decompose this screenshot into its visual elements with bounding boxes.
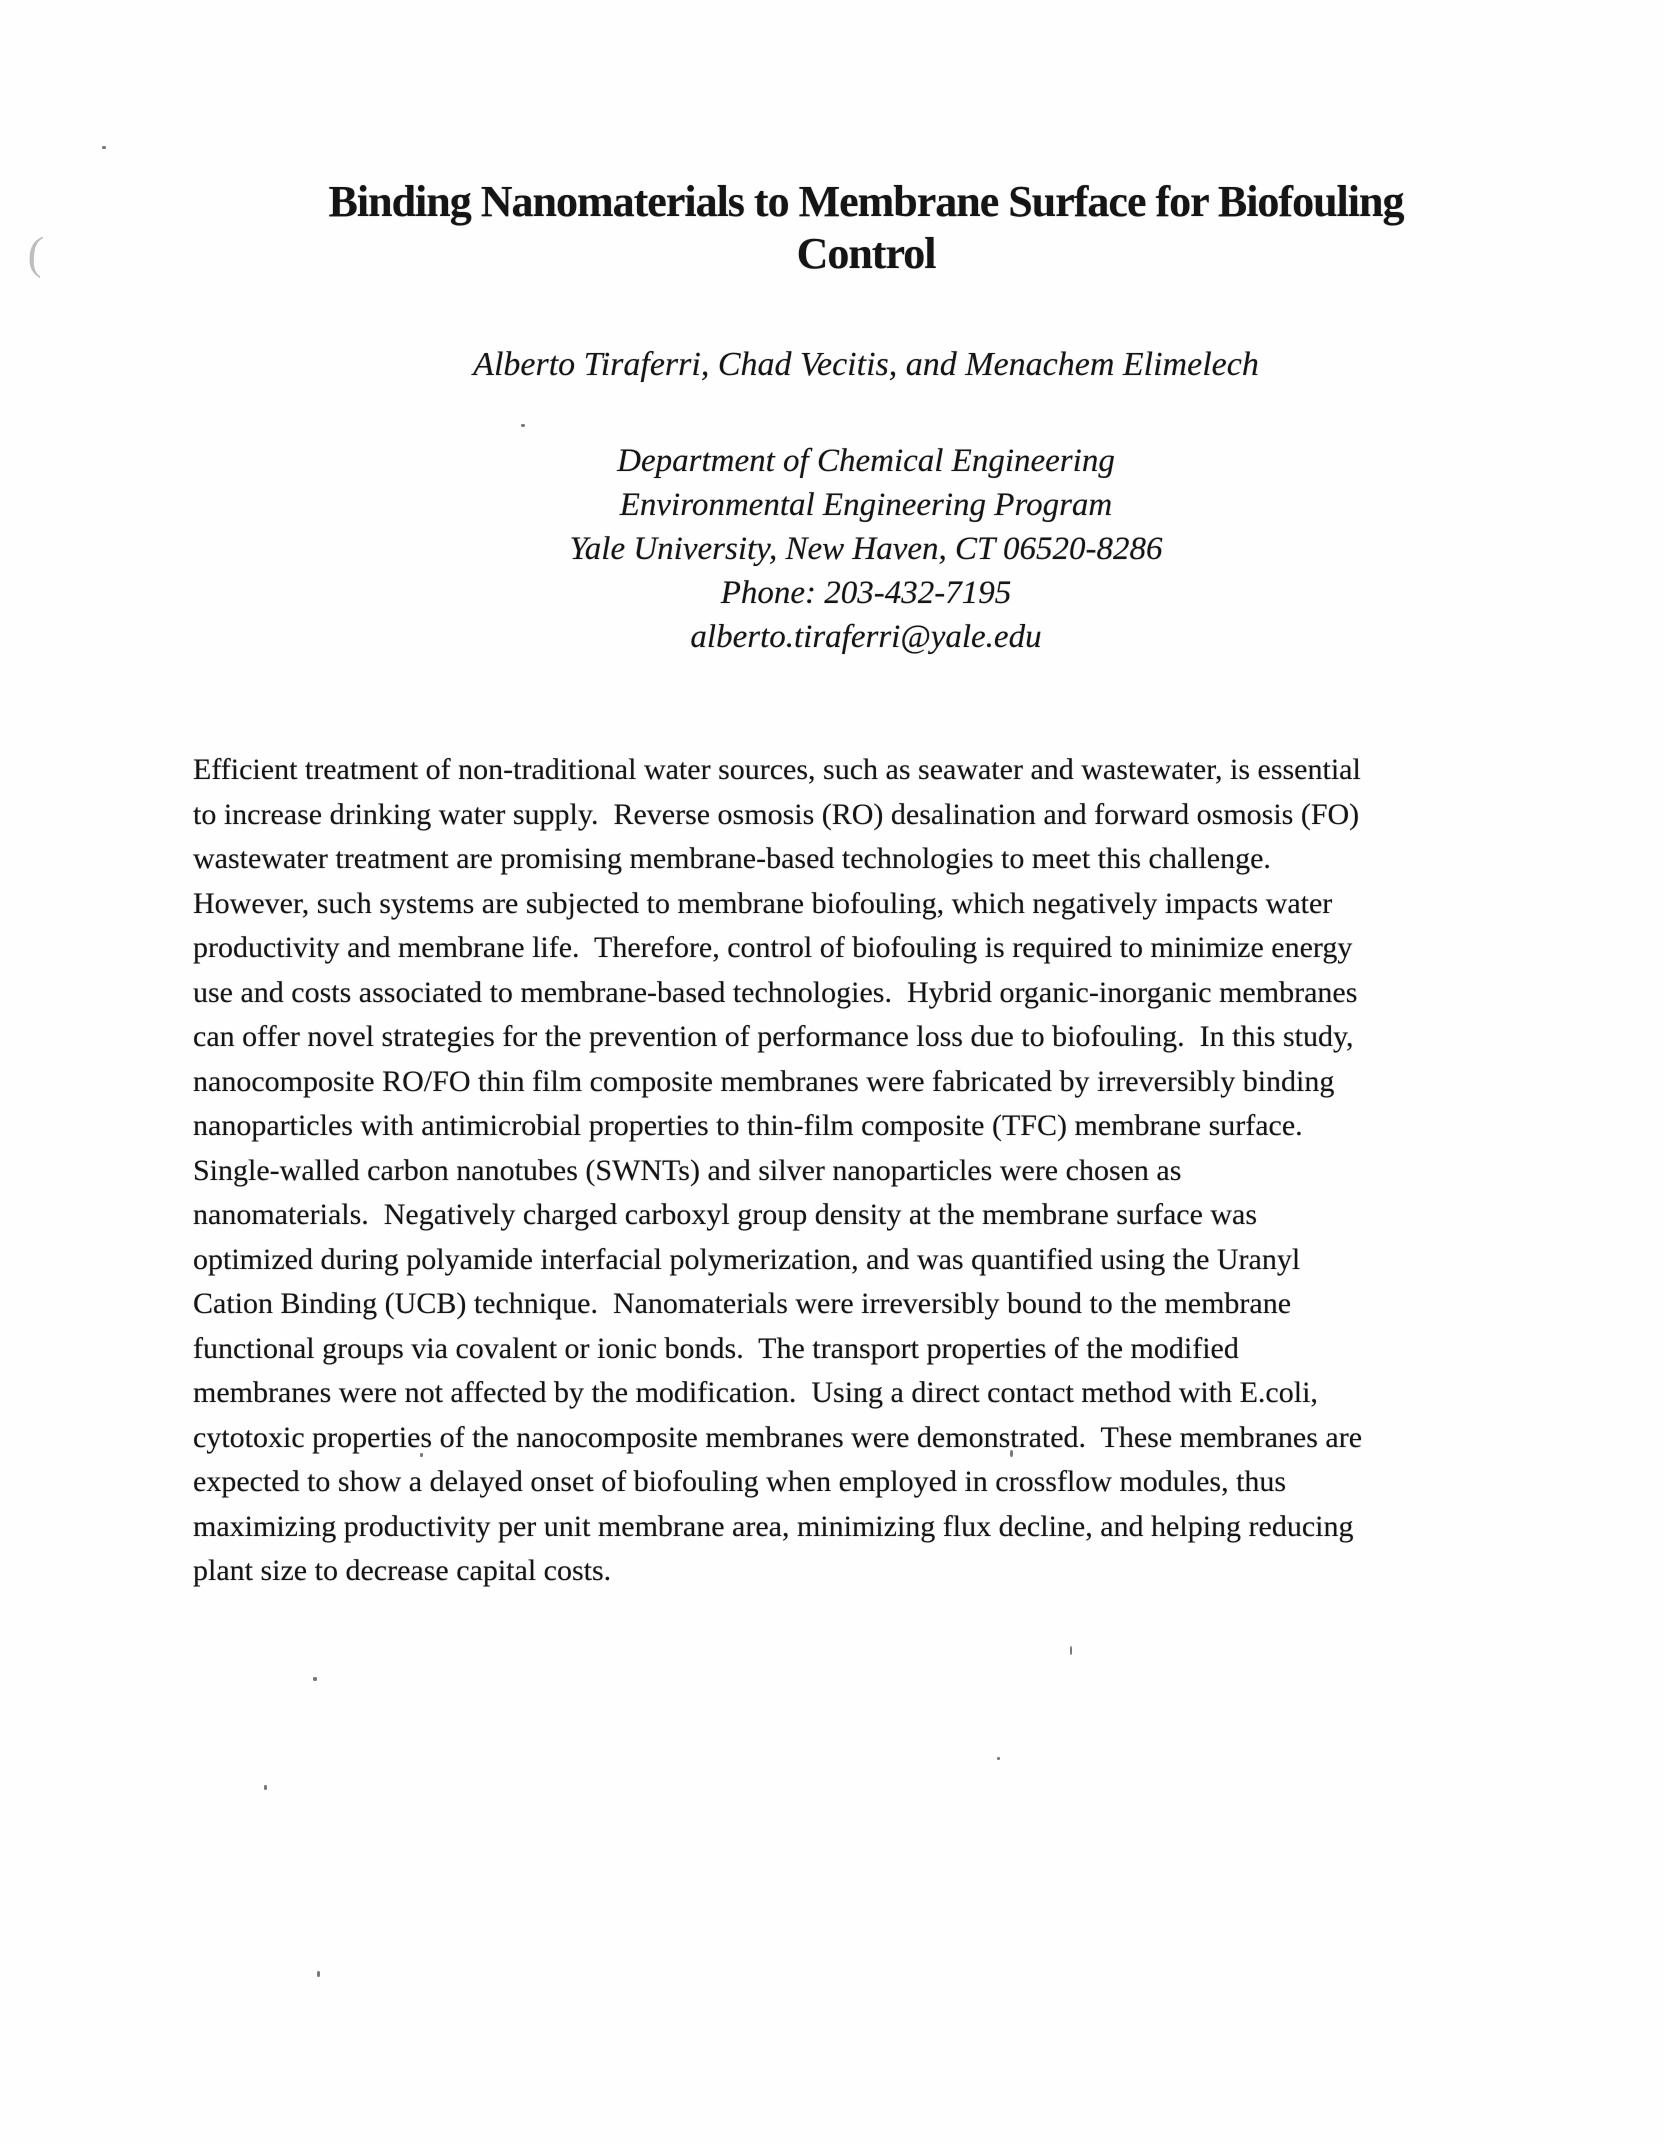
abstract-line: nanoparticles with antimicrobial properties to thin-film composite (TFC) membrane surface. — [193, 1109, 1303, 1142]
abstract-paragraph — [193, 748, 1593, 1594]
abstract-line: nanocomposite RO/FO thin film composite membranes were fabricated by irreversibly binding — [193, 1064, 1335, 1098]
affiliation-phone: Phone: 203-432-7195 — [720, 575, 1012, 611]
abstract-line: maximizing productivity per unit membrane area, minimizing flux decline, and helping reducing — [193, 1509, 1354, 1543]
scan-speck — [313, 1677, 317, 1681]
abstract-line: wastewater treatment are promising membrane-based technologies to meet this challenge. — [193, 842, 1271, 875]
abstract-line: Single-walled carbon nanotubes (SWNTs) and silver nanoparticles were chosen as — [193, 1153, 1182, 1187]
abstract-line: nanomaterials. Negatively charged carboxyl group density at the membrane surface was — [193, 1198, 1258, 1231]
paper-title-line2: Control — [796, 229, 936, 278]
scan-speck — [264, 1785, 267, 1790]
scan-artifact-paren: ( — [26, 226, 46, 279]
scan-speck — [997, 1757, 1000, 1760]
affiliation-email: alberto.tiraferri@yale.edu — [690, 619, 1042, 655]
abstract-line: expected to show a delayed onset of biofouling when employed in crossflow modules, thus — [193, 1465, 1287, 1498]
abstract-line: cytotoxic properties of the nanocomposite membranes were demonstrated. These membranes are — [193, 1420, 1363, 1454]
paper-title — [193, 176, 1539, 280]
scan-speck — [317, 1971, 320, 1977]
paper-title-line1: Binding Nanomaterials to Membrane Surface for Biofouling — [328, 177, 1404, 226]
authors-line: Alberto Tiraferri, Chad Vecitis, and Menachem Elimelech — [473, 346, 1259, 383]
scan-speck — [102, 146, 106, 149]
abstract-line: can offer novel strategies for the prevention of performance loss due to biofouling. In this study, — [193, 1020, 1354, 1053]
abstract-line: productivity and membrane life. Therefore, control of biofouling is required to minimize energy — [193, 931, 1353, 964]
abstract-line: functional groups via covalent or ionic bonds. The transport properties of the modified — [193, 1331, 1239, 1365]
abstract-line: Cation Binding (UCB) technique. Nanomaterials were irreversibly bound to the membrane — [193, 1287, 1292, 1320]
affiliation-program: Environmental Engineering Program — [619, 487, 1113, 523]
abstract-line: use and costs associated to membrane-based technologies. Hybrid organic-inorganic membranes — [193, 975, 1358, 1009]
abstract-line: Efficient treatment of non-traditional water sources, such as seawater and wastewater, is essential — [193, 753, 1361, 786]
affiliation-block — [193, 439, 1539, 659]
affiliation-department: Department of Chemical Engineering — [617, 443, 1115, 479]
scan-speck — [521, 424, 525, 427]
abstract-line: However, such systems are subjected to membrane biofouling, which negatively impacts water — [193, 886, 1333, 920]
abstract-line: optimized during polyamide interfacial polymerization, and was quantified using the Uranyl — [193, 1242, 1301, 1276]
abstract-line: plant size to decrease capital costs. — [193, 1554, 612, 1587]
abstract-line: to increase drinking water supply. Reverse osmosis (RO) desalination and forward osmosis (FO) — [193, 797, 1360, 831]
affiliation-university-address: Yale University, New Haven, CT 06520-8286 — [569, 531, 1163, 567]
abstract-line: membranes were not affected by the modification. Using a direct contact method with E.coli, — [193, 1376, 1318, 1409]
scan-speck — [1070, 1646, 1072, 1655]
